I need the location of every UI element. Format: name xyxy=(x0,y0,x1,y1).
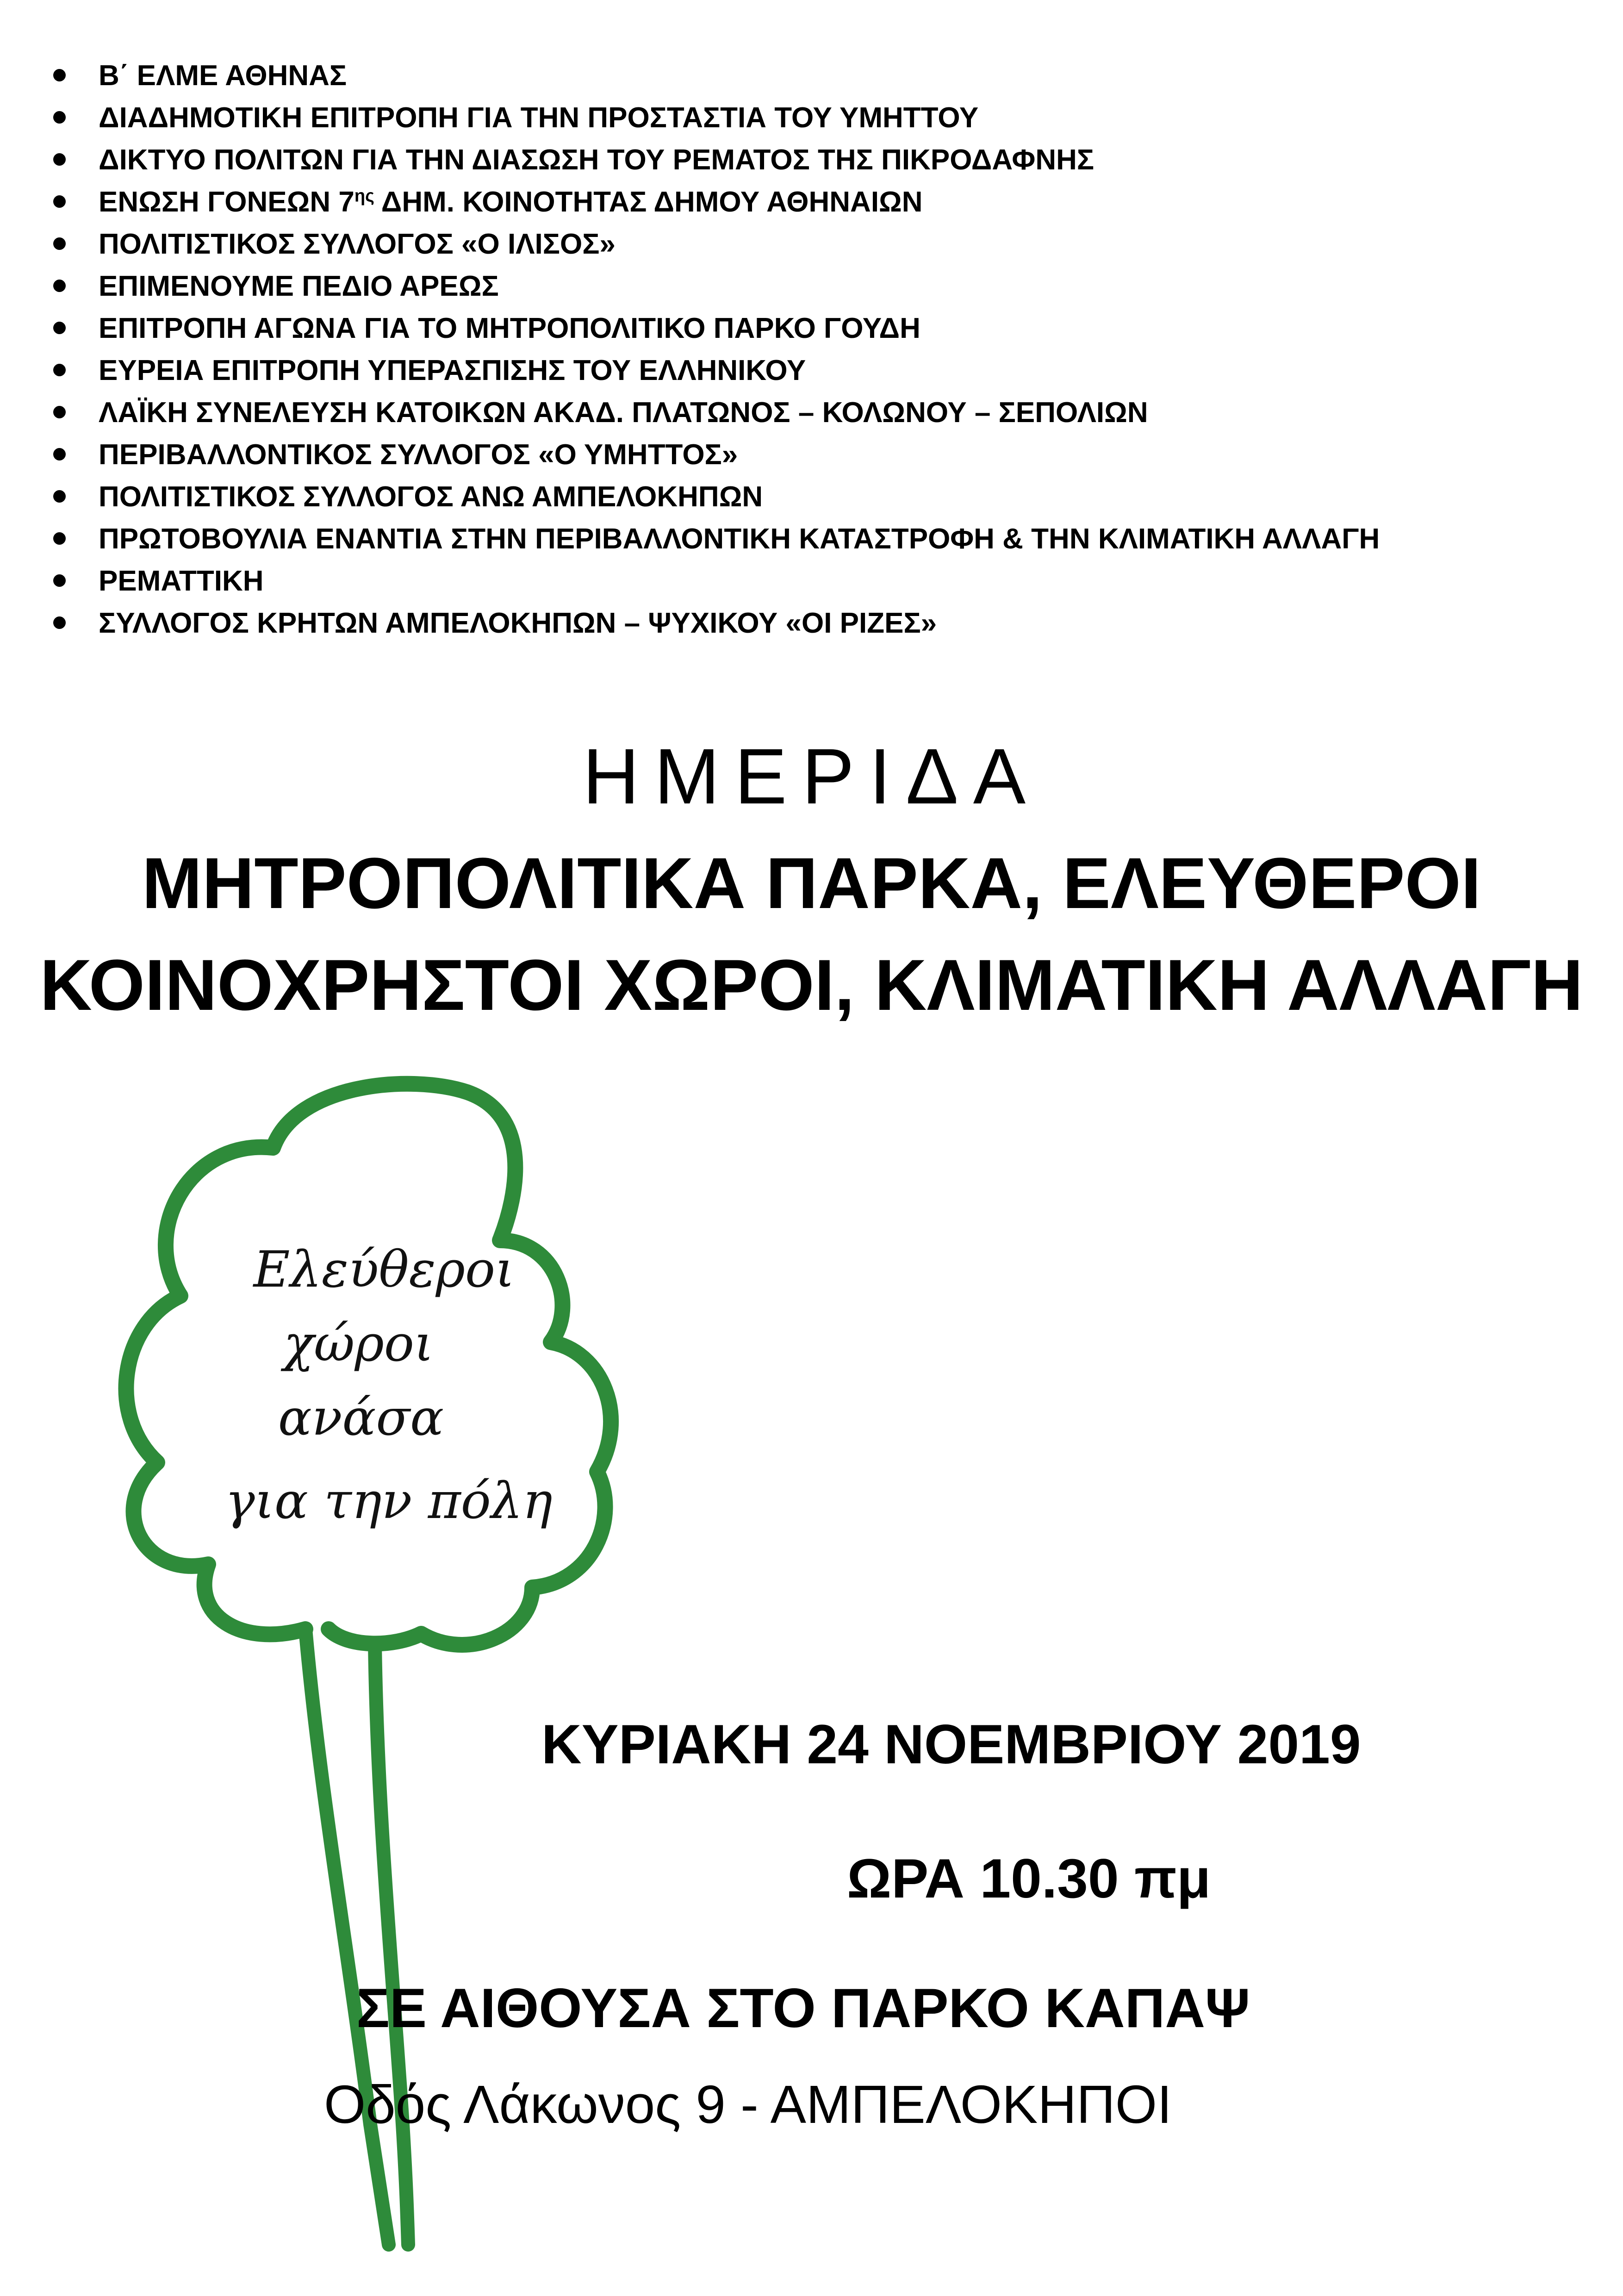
bullet-icon xyxy=(53,364,66,376)
organization-item xyxy=(49,349,1576,392)
organization-name: ΔΙΑΔΗΜΟΤΙΚΗ ΕΠΙΤΡΟΠΗ ΓΙΑ ΤΗΝ ΠΡΟΣΤΑΣΤΙΑ ΤΟΥ ΥΜΗΤΤΟΥ xyxy=(99,102,979,134)
bullet-icon xyxy=(53,280,66,292)
logo-line-4: για την πόλη xyxy=(225,1472,553,1530)
bullet-icon xyxy=(53,448,66,460)
organization-item xyxy=(49,97,1576,139)
organization-name-part: ΔΗΜ. ΚΟΙΝΟΤΗΤΑΣ ΔΗΜΟΥ ΑΘΗΝΑΙΩΝ xyxy=(374,186,923,218)
event-date: ΚΥΡΙΑΚΗ 24 ΝΟΕΜΒΡΙΟΥ 2019 xyxy=(541,1713,1361,1775)
organization-item xyxy=(49,223,1576,265)
organization-item xyxy=(49,55,1576,97)
organization-item xyxy=(49,560,1576,602)
bullet-icon xyxy=(53,195,66,208)
bullet-icon xyxy=(53,406,66,418)
organization-name: ΛΑΪΚΗ ΣΥΝΕΛΕΥΣΗ ΚΑΤΟΙΚΩΝ ΑΚΑΔ. ΠΛΑΤΩΝΟΣ – ΚΟΛΩΝΟΥ – ΣΕΠΟΛΙΩΝ xyxy=(99,397,1148,429)
organization-name: ΕΥΡΕΙΑ ΕΠΙΤΡΟΠΗ ΥΠΕΡΑΣΠΙΣΗΣ ΤΟΥ ΕΛΛΗΝΙΚΟΥ xyxy=(99,355,806,386)
bullet-icon xyxy=(53,574,66,587)
organization-item xyxy=(49,265,1576,307)
organization-name: ΠΟΛΙΤΙΣΤΙΚΟΣ ΣΥΛΛΟΓΟΣ «Ο ΙΛΙΣΟΣ» xyxy=(99,228,616,260)
organization-name: ΕΠΙΜΕΝΟΥΜΕ ΠΕΔΙΟ ΑΡΕΩΣ xyxy=(99,270,499,302)
logo-line-3: ανάσα xyxy=(278,1389,444,1447)
organization-name: ΠΕΡΙΒΑΛΛΟΝΤΙΚΟΣ ΣΥΛΛΟΓΟΣ «Ο ΥΜΗΤΤΟΣ» xyxy=(99,439,738,471)
organization-item xyxy=(49,602,1576,644)
bullet-icon xyxy=(53,322,66,334)
bullet-icon xyxy=(53,616,66,629)
organization-item xyxy=(49,434,1576,476)
organizations-list xyxy=(49,55,1576,644)
organization-name: ΡΕΜΑΤΤΙΚΗ xyxy=(99,565,264,597)
organization-name: Β΄ ΕΛΜΕ ΑΘΗΝΑΣ xyxy=(99,60,347,92)
ordinal-superscript: ης xyxy=(354,186,374,206)
bullet-icon xyxy=(53,153,66,166)
event-time: ΩΡΑ 10.30 πμ xyxy=(847,1848,1211,1910)
organization-name: ΕΠΙΤΡΟΠΗ ΑΓΩΝΑ ΓΙΑ ΤΟ ΜΗΤΡΟΠΟΛΙΤΙΚΟ ΠΑΡΚΟ ΓΟΥΔΗ xyxy=(99,312,920,344)
event-heading: ΗΜΕΡΙΔΑ xyxy=(582,733,1041,821)
organization-name: ΠΟΛΙΤΙΣΤΙΚΟΣ ΣΥΛΛΟΓΟΣ ΑΝΩ ΑΜΠΕΛΟΚΗΠΩΝ xyxy=(99,481,763,513)
bullet-icon xyxy=(53,111,66,124)
event-title-line-1: ΜΗΤΡΟΠΟΛΙΤΙΚΑ ΠΑΡΚΑ, ΕΛΕΥΘΕΡΟΙ xyxy=(142,843,1481,924)
event-venue: ΣΕ ΑΙΘΟΥΣΑ ΣΤΟ ΠΑΡΚΟ ΚΑΠΑΨ xyxy=(356,1977,1250,2039)
event-title-line-2: ΚΟΙΝΟΧΡΗΣΤΟΙ ΧΩΡΟΙ, ΚΛΙΜΑΤΙΚΗ ΑΛΛΑΓΗ xyxy=(40,945,1583,1026)
logo-line-1: Ελεύθεροι xyxy=(253,1241,515,1299)
organization-name: ΠΡΩΤΟΒΟΥΛΙΑ ΕΝΑΝΤΙΑ ΣΤΗΝ ΠΕΡΙΒΑΛΛΟΝΤΙΚΗ ΚΑΤΑΣΤΡΟΦΗ & ΤΗΝ ΚΛΙΜΑΤΙΚΗ ΑΛΛΑΓΗ xyxy=(99,523,1380,555)
organization-item xyxy=(49,518,1576,560)
logo-line-2: χώροι xyxy=(283,1315,434,1373)
bullet-icon xyxy=(53,237,66,250)
bullet-icon xyxy=(53,490,66,503)
organization-name-part: ΕΝΩΣΗ ΓΟΝΕΩΝ 7 xyxy=(99,186,354,218)
organization-item xyxy=(49,139,1576,181)
organization-item xyxy=(49,392,1576,434)
event-address: Οδός Λάκωνος 9 - ΑΜΠΕΛΟΚΗΠΟΙ xyxy=(324,2074,1172,2134)
bullet-icon xyxy=(53,532,66,545)
bullet-icon xyxy=(53,69,66,81)
organization-name: ΣΥΛΛΟΓΟΣ ΚΡΗΤΩΝ ΑΜΠΕΛΟΚΗΠΩΝ – ΨΥΧΙΚΟΥ «ΟΙ ΡΙΖΕΣ» xyxy=(99,607,937,639)
organization-name: ΔΙΚΤΥΟ ΠΟΛΙΤΩΝ ΓΙΑ ΤΗΝ ΔΙΑΣΩΣΗ ΤΟΥ ΡΕΜΑΤΟΣ ΤΗΣ ΠΙΚΡΟΔΑΦΝΗΣ xyxy=(99,144,1094,176)
organization-item xyxy=(49,307,1576,349)
organization-item xyxy=(49,181,1576,223)
organization-item xyxy=(49,476,1576,518)
